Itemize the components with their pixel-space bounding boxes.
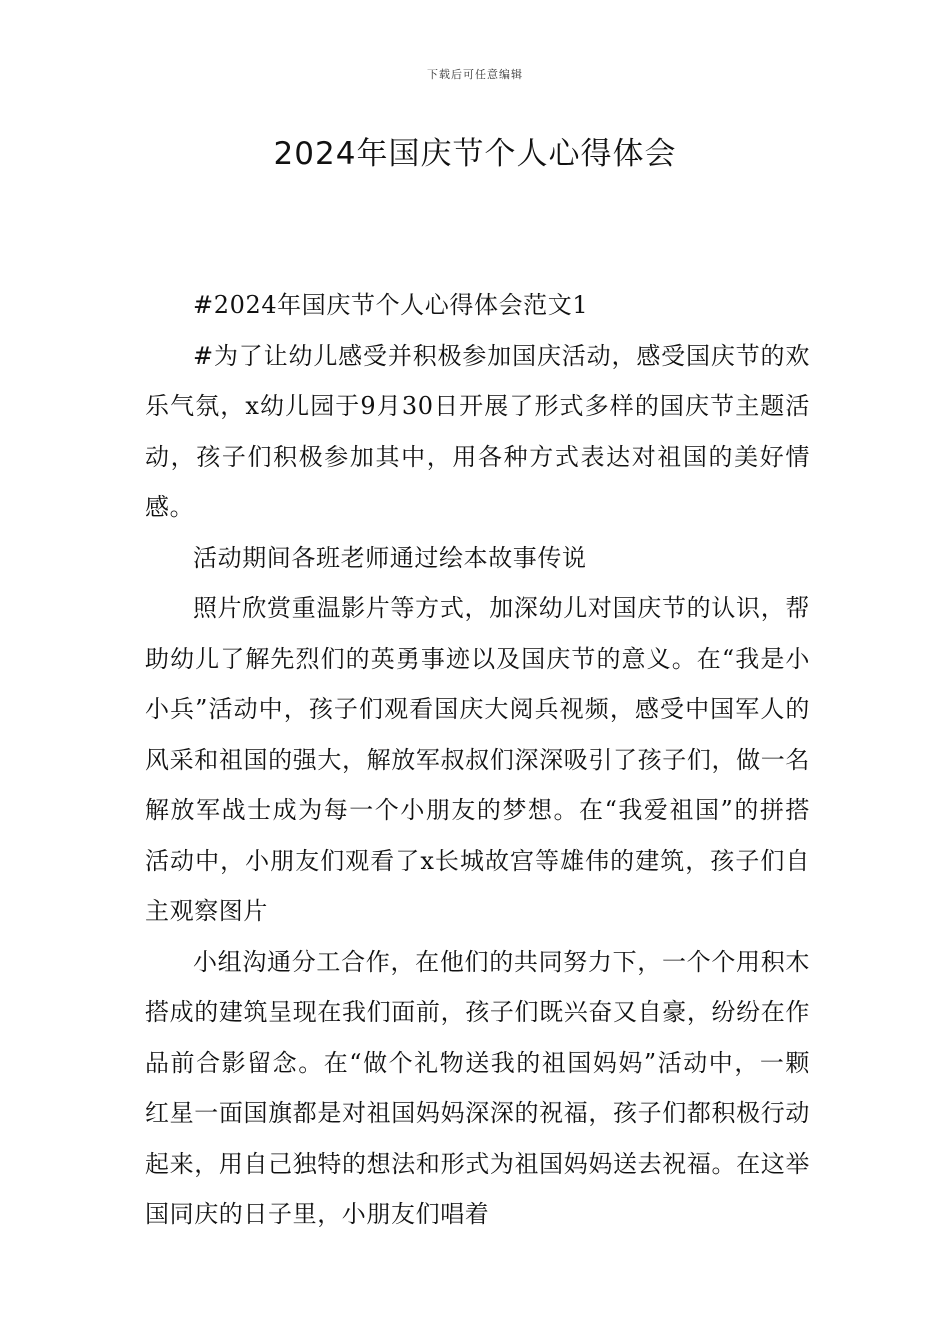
document-title: 2024年国庆节个人心得体会 xyxy=(273,136,677,172)
paragraph-intro: #为了让幼儿感受并积极参加国庆活动，感受国庆节的欢乐气氛，x幼儿园于9月30日开展了形式多样的国庆节主题活动，孩子们积极参加其中，用各种方式表达对祖国的美好情感。 xyxy=(145,341,810,521)
paragraph-teamwork: 小组沟通分工合作，在他们的共同努力下，一个个用积木搭成的建筑呈现在我们面前，孩子们既兴奋又自豪，纷纷在作品前合影留念。在“做个礼物送我的祖国妈妈”活动中，一颗红星一面国旗都是对祖国妈妈深深的祝福，孩子们都积极行动起来，用自己独特的想法和形式为祖国妈妈送去祝福。在这举国同庆的日子里，小朋友们唱着 xyxy=(145,947,810,1228)
paragraph-subtitle: #2024年国庆节个人心得体会范文1 xyxy=(193,291,589,319)
header-note: 下载后可任意编辑 xyxy=(427,68,523,81)
paragraph-activities: 活动期间各班老师通过绘本故事传说 xyxy=(193,543,587,572)
document-body xyxy=(145,280,810,1240)
paragraph-photos: 照片欣赏重温影片等方式，加深幼儿对国庆节的认识，帮助幼儿了解先烈们的英勇事迹以及国庆节的意义。在“我是小小兵”活动中，孩子们观看国庆大阅兵视频，感受中国军人的风采和祖国的强大，解放军叔叔们深深吸引了孩子们，做一名解放军战士成为每一个小朋友的梦想。在“我爱祖国”的拼搭活动中，小朋友们观看了x长城故宫等雄伟的建筑，孩子们自主观察图片 xyxy=(145,594,810,925)
